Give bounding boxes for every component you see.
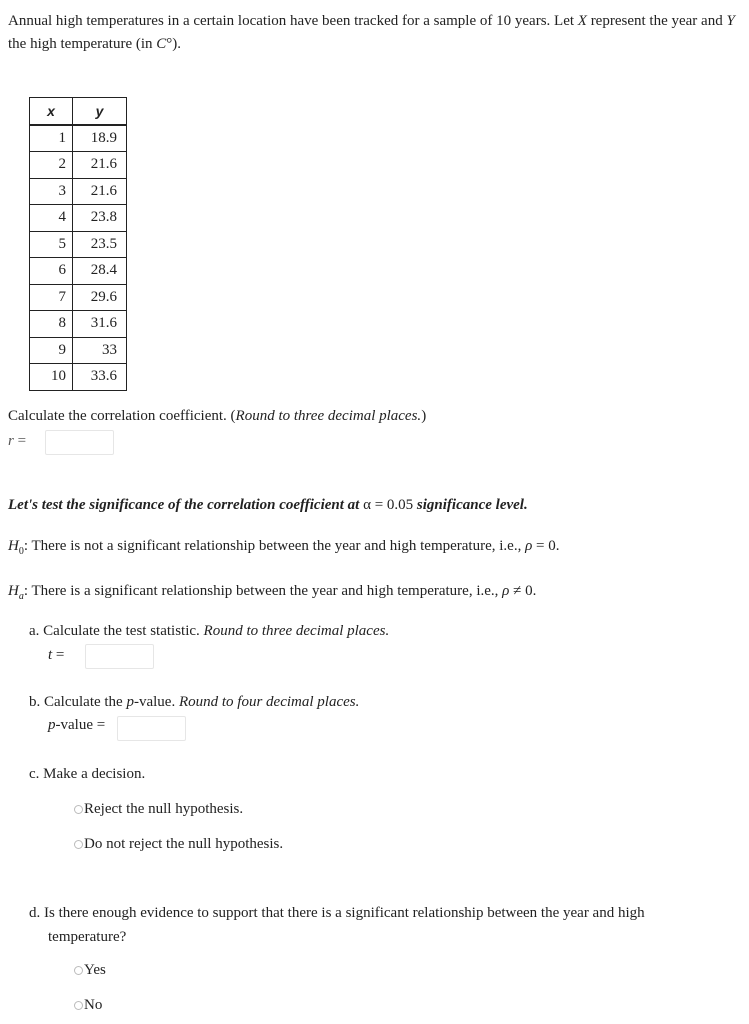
table-row: 7 29.6 [30,284,127,311]
table-row: 5 23.5 [30,231,127,258]
table-row: 2 21.6 [30,152,127,179]
alternative-hypothesis: $H_a$: There is a significant relationship between the year and high temperature, i.e., ρ ≠ 0. [8,583,537,602]
table-row: 9 33 [30,337,127,364]
correlation-label: r = [8,433,27,449]
table-row: 1 18.9 [30,125,127,152]
problem-intro: Annual high temperatures in a certain location have been tracked for a sample of 10 years. Let X represent the year and Y the high temperature (in C°). [8,13,735,52]
table-row: 8 31.6 [30,311,127,338]
option-do-not-reject[interactable]: Do not reject the null hypothesis. [74,836,283,853]
null-hypothesis: $H_0$: There is not a significant relationship between the year and high temperature, i.e., ρ = 0. [8,538,560,557]
table-row: 3 21.6 [30,178,127,205]
correlation-prompt: Calculate the correlation coefficient. (Round to three decimal places.) [8,408,427,424]
data-table [29,97,127,391]
part-c-prompt: c. Make a decision. [29,766,146,782]
part-d-prompt: d. Is there enough evidence to support that there is a significant relationship between the year and high [29,905,645,921]
part-d-prompt-cont: temperature? [48,929,127,945]
var-y: Y [726,13,735,29]
significance-statement: Let's test the significance of the correlation coefficient at α = 0.05 significance level. [8,497,528,513]
radio-icon[interactable] [74,966,83,975]
column-header-y: y [73,98,127,125]
var-x: X [577,13,587,29]
option-yes[interactable]: Yes [74,962,106,979]
test-statistic-label: t = [48,647,65,663]
radio-icon[interactable] [74,840,83,849]
column-header-x: x [30,98,73,125]
option-reject[interactable]: Reject the null hypothesis. [74,801,243,818]
part-a-prompt: a. Calculate the test statistic. Round to three decimal places. [29,623,390,639]
part-b-prompt: b. Calculate the p-value. Round to four decimal places. [29,694,360,710]
correlation-input[interactable] [45,430,114,455]
table-row: 10 33.6 [30,364,127,391]
radio-icon[interactable] [74,1001,83,1010]
radio-icon[interactable] [74,805,83,814]
p-value-label: p-value = [48,717,106,733]
test-statistic-input[interactable] [85,644,154,669]
option-no[interactable]: No [74,997,102,1014]
table-row: 4 23.8 [30,205,127,232]
table-row: 6 28.4 [30,258,127,285]
p-value-input[interactable] [117,716,186,741]
